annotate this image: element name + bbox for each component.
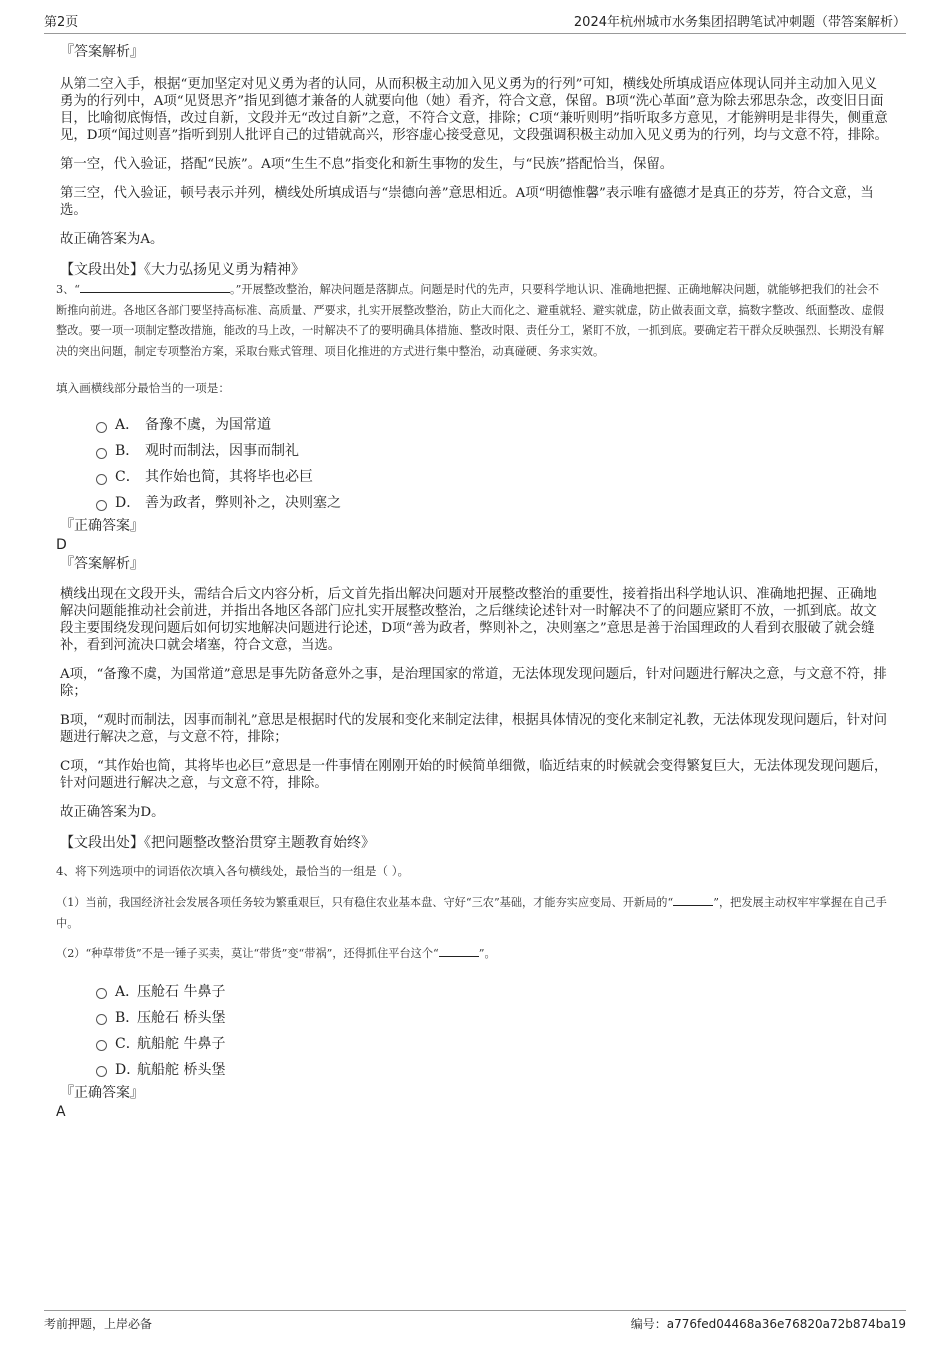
source-label: 【文段出处】 [60,835,144,851]
q3-correct-label: 『正确答案』 [60,518,144,534]
q4-correct-label: 『正确答案』 [60,1084,144,1101]
q3-source [60,833,890,853]
q4-sentence-1: （1）当前，我国经济社会发展各项任务较为繁重艰巨，只有稳住农业基本盘、守好“三农”基础，才能夯实应变局、开新局的“ ”，把发展主动权牢牢掌握在自己手中。 [56,896,887,930]
q3-analysis-para-2: A项，“备豫不虞，为国常道”意思是事先防备意外之事，是治理国家的常道，无法体现发现问题后，针对问题进行解决之意，与文意不符，排除； [60,667,887,699]
q4-sentence-2: （2）“种草带货”不是一锤子买卖，莫让“带货”变“带祸”，还得抓住平台这个“ ”。 [56,947,496,960]
q3-blank [80,281,230,293]
radio-icon[interactable] [96,1040,107,1051]
q3-prompt: 填入画横线部分最恰当的一项是： [56,381,230,395]
q2-source [60,260,890,280]
q4-blank-1 [673,894,713,906]
radio-icon[interactable] [96,474,107,485]
q4-stem: 4、将下列选项中的词语依次填入各句横线处，最恰当的一组是（ ）。 [56,864,410,878]
page-header [44,10,906,34]
q3-stem [56,280,890,362]
document-title: 2024年杭州城市水务集团招聘笔试冲刺题（带答案解析） [573,15,906,30]
page-footer [44,1310,906,1332]
q3-analysis-para-3: B项，“观时而制法，因事而制礼”意思是根据时代的发展和变化来制定法律，根据具体情况的变化来制定礼教，无法体现发现问题后，针对问题进行解决之意，与文意不符，排除； [60,713,887,745]
q4-option-c[interactable]: C． 航船舵 牛鼻子 [96,1031,890,1057]
q4-answer: A [56,1103,66,1120]
document-id: 编号：a776fed04468a36e76820a72b874ba19 [630,1317,906,1331]
q3-option-c[interactable]: C． 其作始也简，其将毕也必巨 [96,464,890,490]
radio-icon[interactable] [96,988,107,999]
q3-answer: D [56,537,67,553]
q2-conclusion: 故正确答案为A。 [60,232,164,247]
q2-analysis-para-2: 第一空，代入验证，搭配“民族”。A项“生生不息”指变化和新生事物的发生，与“民族”搭配恰当，保留。 [60,157,674,172]
q3-option-d[interactable]: D． 善为政者，弊则补之，决则塞之 [96,490,890,516]
source-title: 《大力弘扬见义勇为精神》 [144,262,305,278]
page-number: 第2页 [44,15,79,30]
q3-stem-text: 。”开展整改整治，解决问题是落脚点。问题是时代的先声，只要科学地认识、准确地把握、正确地解决问题，就能够把我们的社会不断推向前进。各地区各部门要坚持高标准、高质量、严要求，扎实开展整改整治，防止大而化之、避重就轻、避实就虚，防止做表面文章，搞数字整改、纸面整改、虚假整改。要一项一项制定整改措施，能改的马上改，一时解决不了的要明确具体措施、整改时限、责任分工，紧盯不放，一抓到底。要确定若干群众反映强烈、长期没有解决的突出问题，制定专项整治方案，采取台账式管理、项目化推进的方式进行集中整治，动真碰硬、务求实效。 [56,283,884,358]
radio-icon[interactable] [96,1014,107,1025]
q3-analysis-para-1: 横线出现在文段开头，需结合后文内容分析，后文首先指出解决问题对开展整改整治的重要性，接着指出科学地认识、准确地把握、正确地解决问题能推动社会前进，并指出各地区各部门应扎实开展整改整治，之后继续论述针对一时解决不了的问题应紧盯不放，一抓到底。故文段主要围绕发现问题后如何切实地解决问题进行论述，D项“善为政者，弊则补之，决则塞之”意思是善于治国理政的人看到衣服破了就会缝补，看到河流决口就会堵塞，符合文意，当选。 [60,587,877,653]
source-label: 【文段出处】 [60,262,144,278]
q4-options [96,979,890,1083]
q3-analysis-label: 『答案解析』 [60,556,144,572]
q4-option-d[interactable]: D． 航船舵 桥头堡 [96,1057,890,1083]
document-body [56,42,890,1121]
q3-number: 3、“ [56,283,81,296]
q2-analysis-para-3: 第三空，代入验证，顿号表示并列，横线处所填成语与“崇德向善”意思相近。A项“明德惟馨”表示唯有盛德才是真正的芬芳，符合文意，当选。 [60,186,874,218]
q3-analysis-para-4: C项，“其作始也简，其将毕也必巨”意思是一件事情在刚刚开始的时候简单细微，临近结束的时候就会变得繁复巨大，无法体现发现问题后，针对问题进行解决之意，与文意不符，排除。 [60,759,888,791]
radio-icon[interactable] [96,422,107,433]
source-title: 《把问题整改整治贯穿主题教育始终》 [144,835,375,851]
q3-conclusion: 故正确答案为D。 [60,805,165,820]
q4-option-b[interactable]: B． 压舱石 桥头堡 [96,1005,890,1031]
q3-option-a[interactable]: A． 备豫不虞，为国常道 [96,412,890,438]
q2-analysis-label: 『答案解析』 [60,44,144,60]
q3-option-b[interactable]: B． 观时而制法，因事而制礼 [96,438,890,464]
q3-options [96,412,890,516]
radio-icon[interactable] [96,500,107,511]
q4-option-a[interactable]: A． 压舱石 牛鼻子 [96,979,890,1005]
radio-icon[interactable] [96,448,107,459]
footer-slogan: 考前押题，上岸必备 [44,1317,153,1331]
q4-blank-2 [439,945,479,957]
q2-analysis-para-1: 从第二空入手，根据“更加坚定对见义勇为者的认同，从而积极主动加入见义勇为的行列”可知，横线处所填成语应体现认同并主动加入见义勇为的行列中，A项“见贤思齐”指见到德才兼备的人就要向他（她）看齐，符合文意，保留。B项“洗心革面”意为除去邪思杂念，改变旧日面目，比喻彻底悔悟，改过自新，文段并无“改过自新”之意，不符合文意，排除；C项“兼听则明”指听取多方意见，才能辨明是非得失，侧重意见，D项“闻过则喜”指听到别人批评自己的过错就高兴，形容虚心接受意见，文段强调积极主动加入见义勇为的行列，均与文意不符，排除。 [60,77,888,143]
radio-icon[interactable] [96,1066,107,1077]
